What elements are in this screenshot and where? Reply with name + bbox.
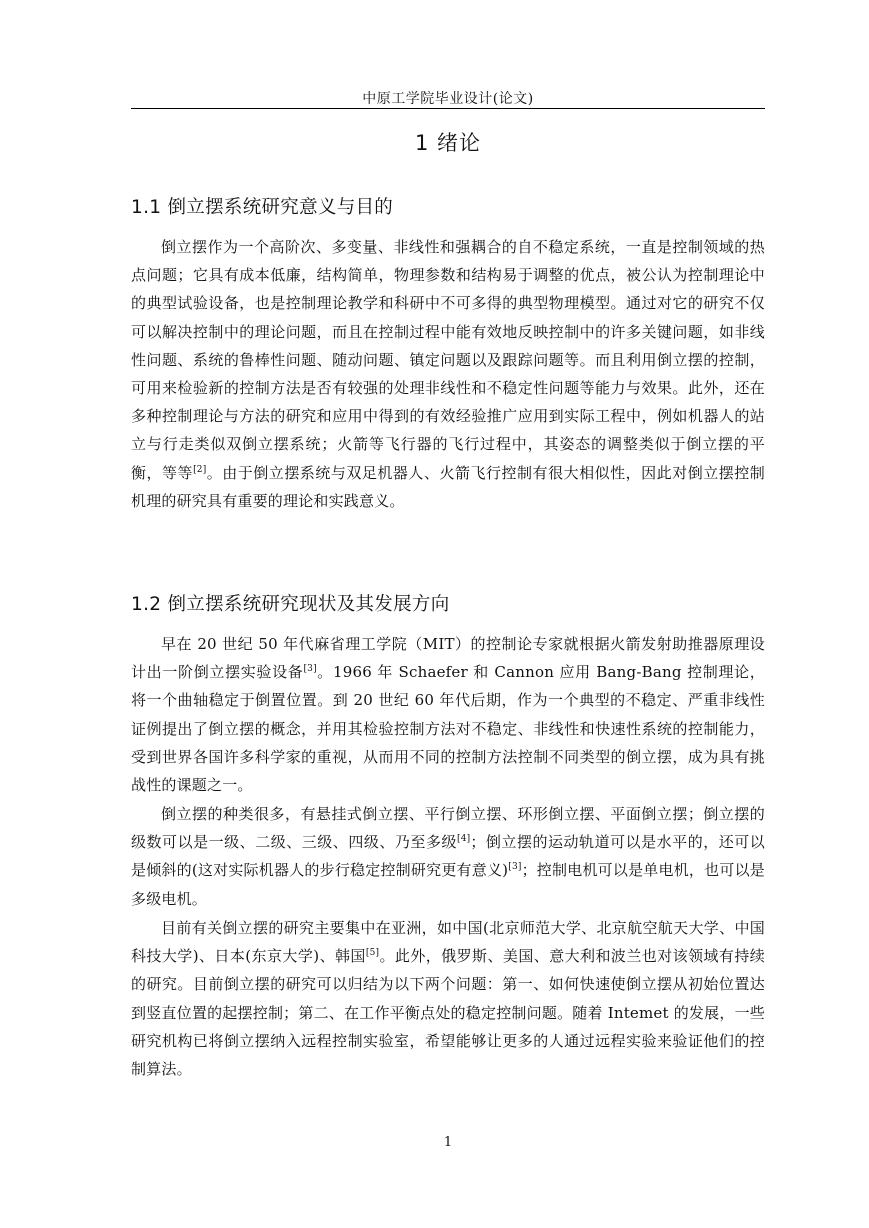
paragraph-text: 。1966 年 Schaefer 和 Cannon 应用 Bang-Bang 控制理论，将一个曲轴稳定于倒置位置。到 20 世纪 60 年代后期，作为一个典型的不稳定、严重非线性证例提出了倒立摆的概念，并用其检验控制方法对不稳定、非线性和快速性系统的控制能力，受到世界各国许多科学家的重视，从而用不同的控制方法控制不同类型的倒立摆，成为具有挑战性的课题之一。 bbox=[131, 663, 765, 795]
page-header: 中原工学院毕业设计(论文) bbox=[362, 91, 534, 107]
paragraph-text: 。由于倒立摆系统与双足机器人、火箭飞行控制有很大相似性，因此对倒立摆控制机理的研究具有重要的理论和实践意义。 bbox=[131, 463, 765, 510]
paragraph-text: 目前有关倒立摆的研究主要集中在亚洲，如中国(北京师范大学、北京航空航天大学、中国科技大学)、日本(东京大学)、韩国 bbox=[131, 919, 765, 966]
paragraph-text: ；控制电机可以是单电机，也可以是多级电机。 bbox=[131, 861, 765, 908]
paragraph bbox=[131, 800, 765, 913]
citation: [3] bbox=[508, 862, 522, 873]
citation: [3] bbox=[303, 664, 317, 675]
paragraph-text: 。此外，俄罗斯、美国、意大利和波兰也对该领域有持续的研究。目前倒立摆的研究可以归结为以下两个问题：第一、如何快速使倒立摆从初始位置达到竖直位置的起摆控制；第二、在工作平衡点处的稳定控制问题。随着 Intemet 的发展，一些研究机构已将倒立摆纳入远程控制实验室，希望能够让更多的人通过远程实验来验证他们的控制算法。 bbox=[131, 947, 765, 1079]
citation: [5] bbox=[365, 948, 380, 959]
paragraph-text: 早在 20 世纪 50 年代麻省理工学院（MIT）的控制论专家就根据火箭发射助推器原理设计出一阶倒立摆实验设备 bbox=[131, 635, 765, 682]
page-number: 1 bbox=[443, 1135, 453, 1150]
section-heading: 1.1 倒立摆系统研究意义与目的 bbox=[131, 197, 394, 218]
paragraph-text: ；倒立摆的运动轨道可以是水平的，还可以是倾斜的(这对实际机器人的步行稳定控制研究更有意义) bbox=[131, 833, 766, 880]
paragraph bbox=[131, 233, 765, 515]
section-heading: 1.2 倒立摆系统研究现状及其发展方向 bbox=[131, 594, 450, 615]
paragraph bbox=[131, 914, 765, 1083]
chapter-title: 1 绪论 bbox=[414, 131, 482, 155]
paragraph bbox=[131, 630, 765, 799]
citation: [2] bbox=[193, 464, 207, 475]
citation: [4] bbox=[457, 834, 471, 845]
header-rule bbox=[131, 108, 765, 109]
paragraph-text: 倒立摆的种类很多，有悬挂式倒立摆、平行倒立摆、环形倒立摆、平面倒立摆；倒立摆的级数可以是一级、二级、三级、四级、乃至多级 bbox=[131, 805, 765, 852]
paragraph-text: 倒立摆作为一个高阶次、多变量、非线性和强耦合的自不稳定系统，一直是控制领域的热点问题；它具有成本低廉，结构简单，物理参数和结构易于调整的优点，被公认为控制理论中的典型试验设备，也是控制理论教学和科研中不可多得的典型物理模型。通过对它的研究不仅可以解决控制中的理论问题，而且在控制过程中能有效地反映控制中的许多关键问题，如非线性问题、系统的鲁棒性问题、随动问题、镇定问题以及跟踪问题等。而且利用倒立摆的控制，可用来检验新的控制方法是否有较强的处理非线性和不稳定性问题等能力与效果。此外，还在多种控制理论与方法的研究和应用中得到的有效经验推广应用到实际工程中，例如机器人的站立与行走类似双倒立摆系统；火箭等飞行器的飞行过程中，其姿态的调整类似于倒立摆的平衡，等等 bbox=[131, 238, 765, 482]
